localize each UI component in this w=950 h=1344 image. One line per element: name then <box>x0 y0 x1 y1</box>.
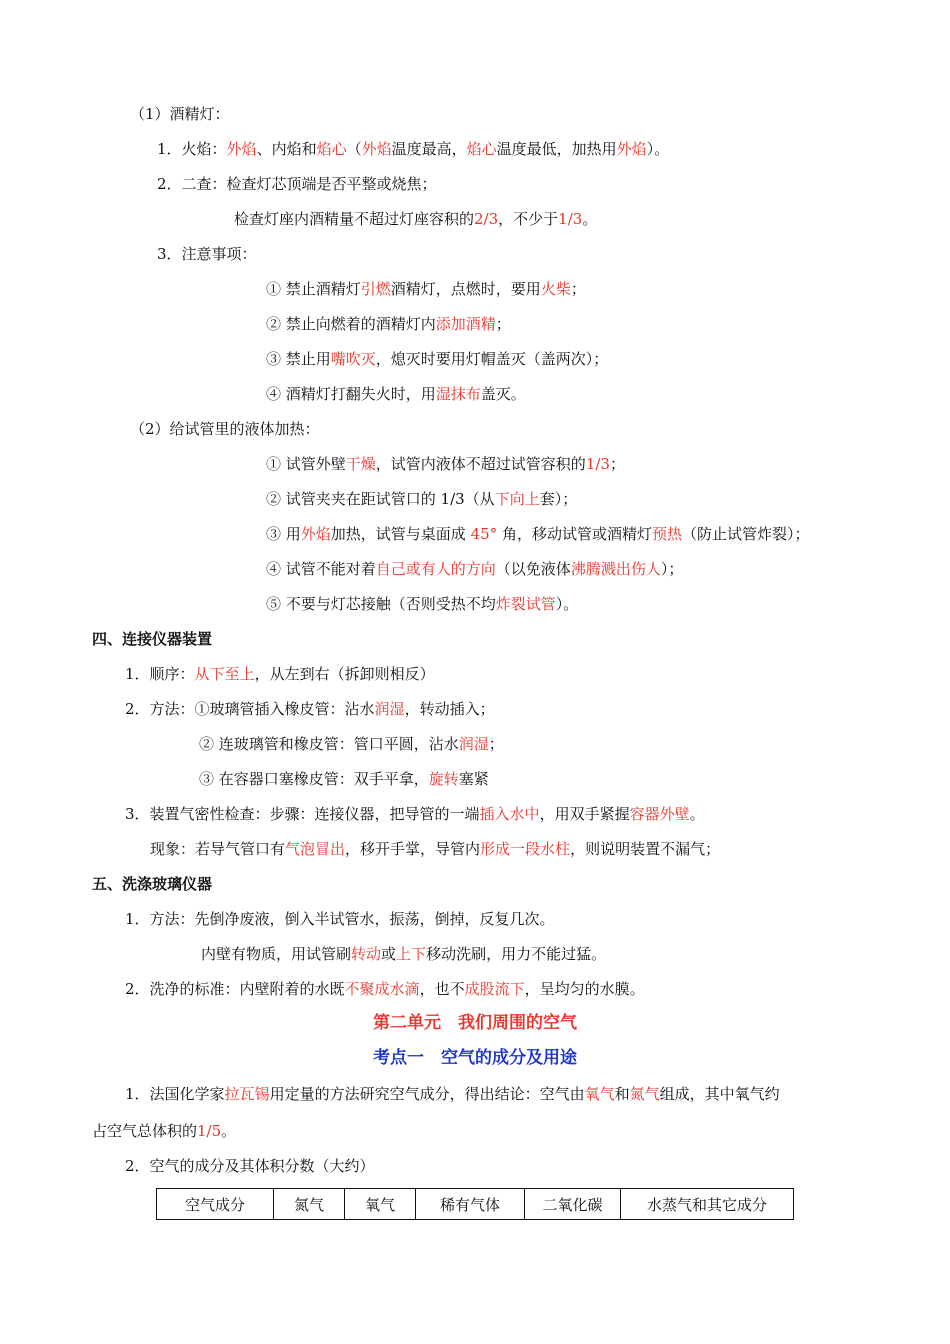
lamp-flame-line: 1．火焰：外焰、内焰和焰心（外焰温度最高，焰心温度最低，加热用外焰）。 <box>157 140 670 158</box>
connect-method-3: ③ 在容器口塞橡皮管：双手平拿，旋转塞紧 <box>199 770 489 788</box>
connect-method-1: 2．方法：①玻璃管插入橡皮管：沾水润湿，转动插入； <box>125 700 495 718</box>
heat-rule-4: ④ 试管不能对着自己或有人的方向（以免液体沸腾溅出伤人）； <box>266 560 684 578</box>
heat-rule-1: ① 试管外壁干燥，试管内液体不超过试管容积的1/3； <box>266 455 625 473</box>
heat-heading: （2）给试管里的液体加热： <box>130 420 320 438</box>
lamp-note-2: ② 禁止向燃着的酒精灯内添加酒精； <box>266 315 511 333</box>
lamp-check-line-1: 2．二查：检查灯芯顶端是否平整或烧焦； <box>157 175 437 193</box>
connect-phenomenon: 现象：若导气管口有气泡冒出，移开手掌，导管内形成一段水柱，则说明装置不漏气； <box>150 840 721 858</box>
table-row <box>157 1189 794 1220</box>
connect-airtight-check: 3．装置气密性检查：步骤：连接仪器，把导管的一端插入水中，用双手紧握容器外壁。 <box>125 805 705 823</box>
connect-method-2: ② 连玻璃管和橡皮管：管口平圆，沾水润湿； <box>199 735 504 753</box>
wash-heading: 五、洗涤玻璃仪器 <box>92 875 213 893</box>
unit-para-line-1: 1．法国化学家拉瓦锡用定量的方法研究空气成分，得出结论：空气由氧气和氮气组成，其中氧气约 <box>125 1085 780 1103</box>
heat-rule-5: ⑤ 不要与灯芯接触（否则受热不均炸裂试管）。 <box>266 595 579 613</box>
heat-rule-3: ③ 用外焰加热，试管与桌面成 45° 角，移动试管或酒精灯预热（防止试管炸裂）； <box>266 525 810 543</box>
lamp-note-4: ④ 酒精灯打翻失火时，用湿抹布盖灭。 <box>266 385 526 403</box>
table-cell: 水蒸气和其它成分 <box>621 1189 794 1220</box>
connect-order: 1．顺序：从下至上，从左到右（拆卸则相反） <box>125 665 435 683</box>
unit-subtitle: 考点一 空气的成分及用途 <box>373 1048 577 1068</box>
wash-method-2: 内壁有物质，用试管刷转动或上下移动洗刷，用力不能过猛。 <box>201 945 607 963</box>
lamp-heading: （1）酒精灯： <box>130 105 230 123</box>
lamp-note-3: ③ 禁止用嘴吹灭，熄灭时要用灯帽盖灭（盖两次）； <box>266 350 609 368</box>
wash-standard: 2．洗净的标准：内壁附着的水既不聚成水滴，也不成股流下，呈均匀的水膜。 <box>125 980 645 998</box>
composition-heading: 2．空气的成分及其体积分数（大约） <box>125 1157 375 1175</box>
table-cell: 二氧化碳 <box>525 1189 621 1220</box>
lamp-notes-heading: 3．注意事项： <box>157 245 257 263</box>
unit-title: 第二单元 我们周围的空气 <box>373 1013 577 1033</box>
table-cell: 氮气 <box>274 1189 345 1220</box>
wash-method-1: 1．方法：先倒净废液，倒入半试管水，振荡，倒掉，反复几次。 <box>125 910 555 928</box>
unit-para-line-2: 占空气总体积的1/5。 <box>92 1122 237 1140</box>
lamp-check-line-2: 检查灯座内酒精量不超过灯座容积的2/3，不少于1/3。 <box>234 210 598 228</box>
air-composition-table <box>156 1188 794 1220</box>
heat-rule-2: ② 试管夹夹在距试管口的 1/3（从下向上套）； <box>266 490 578 508</box>
connect-heading: 四、连接仪器装置 <box>92 630 213 648</box>
lamp-note-1: ① 禁止酒精灯引燃酒精灯，点燃时，要用火柴； <box>266 280 586 298</box>
table-cell: 稀有气体 <box>416 1189 525 1220</box>
table-cell: 空气成分 <box>157 1189 274 1220</box>
table-cell: 氧气 <box>345 1189 416 1220</box>
